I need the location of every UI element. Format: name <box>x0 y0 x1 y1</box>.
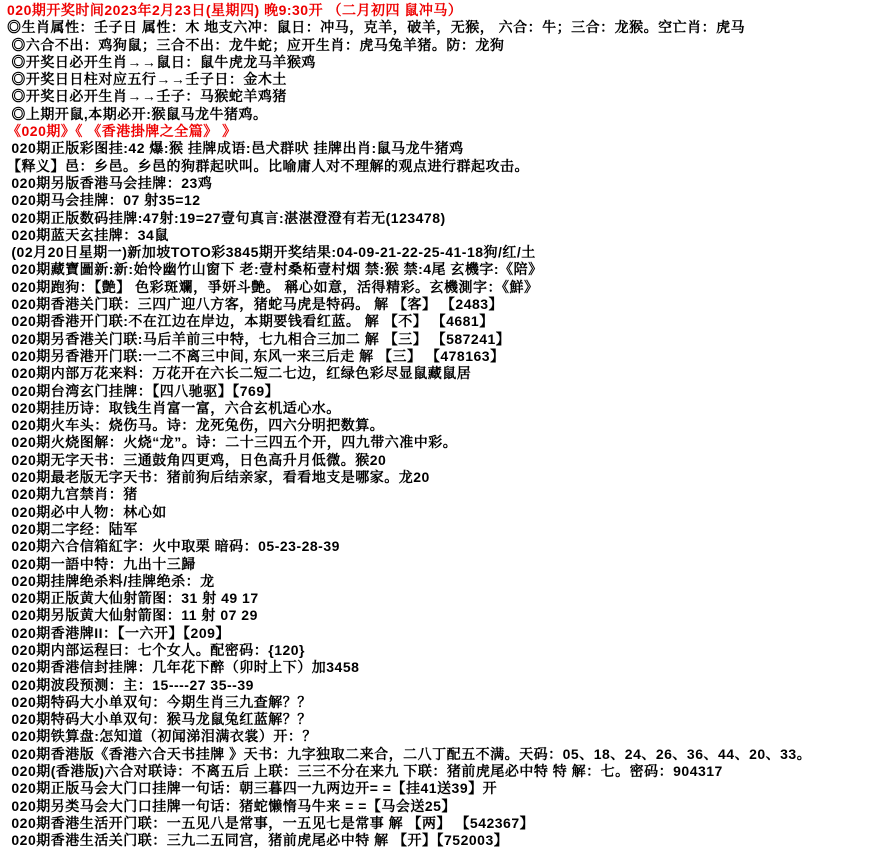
text-line: 020期内部运程曰：七个女人。配密码：{120} <box>7 641 306 658</box>
text-line: 020期波段预测：主：15----27 35--39 <box>7 676 254 693</box>
text-line: 020期必中人物：林心如 <box>7 503 167 520</box>
text-line: 《020期》《 《香港掛牌之全篇》 》 <box>7 123 237 140</box>
text-line: 020期无字天书：三通鼓角四更鸡，日色高升月低微。猴20 <box>7 451 387 468</box>
text-line: 020期火烧图解：火烧“龙”。诗：二十三四五个开，四九带六准中彩。 <box>7 434 458 451</box>
text-line: ◎开奖日日柱对应五行→→壬子日：金木土 <box>7 71 287 88</box>
text-line: 020期藏寶圖新:新:始怜幽竹山窗下 老:壹村桑柘壹村烟 禁:猴 禁:4尾 玄機字:《陪》 <box>7 261 543 278</box>
text-line: 020期另香港开门联:一二不离三中间, 东风一来三后走 解 【三】 【478163】 <box>7 347 505 364</box>
text-line: 020期正版数码挂牌:47射:19=27壹句真言:湛湛澄澄有若无(123478) <box>7 209 446 226</box>
text-line: 【释义】邑：乡邑。乡邑的狗群起吠叫。比喻庸人对不理解的观点进行群起攻击。 <box>7 157 529 174</box>
text-line: 020期另香港关门联:马后羊前三中特，七九相合三加二 解 【三】 【587241】 <box>7 330 511 347</box>
text-line: 020期最老版无字天书：猪前狗后结亲家，看看地支是哪家。龙20 <box>7 469 430 486</box>
text-line: (02月20日星期一)新加坡TOTO彩3845期开奖结果:04-09-21-22-25-41-18狗/红/土 <box>7 244 536 261</box>
text-line: 020期台湾玄门挂牌：【四八驰驱】【769】 <box>7 382 280 399</box>
text-line: 020期内部万花来料：万花开在六长二短二七边，红绿色彩尽显鼠藏鼠居 <box>7 365 472 382</box>
text-line: 020期马会挂牌：07 射35=12 <box>7 192 201 209</box>
text-line: 020期开奖时间2023年2月23日(星期四) 晚9:30开 （二月初四 鼠冲马） <box>7 2 463 18</box>
text-line: 020期火车头：烧伤马。诗：龙死兔伤，四六分明把数算。 <box>7 417 385 434</box>
text-line: 020期特码大小单双句：今期生肖三九查解？？ <box>7 693 312 710</box>
text-line: 020期另类马会大门口挂牌一句话：猪蛇懒惰马牛来 = =【马会送25】 <box>7 797 456 814</box>
text-line: ◎生肖属性：壬子日 属性：木 地支六冲：鼠日：冲马，克羊，破羊，无猴， 六合：牛；三合：龙猴。空亡肖：虎马 <box>7 19 746 36</box>
text-line: 020期六合信箱紅字：火中取栗 暗码：05-23-28-39 <box>7 538 340 555</box>
text-line: 020期特码大小单双句：猴马龙鼠兔红蓝解？？ <box>7 711 312 728</box>
text-line: 020期正版马会大门口挂牌一句话：朝三暮四一九两边开= =【挂41送39】开 <box>7 780 498 797</box>
text-line: 020期香港生活开门联：一五见八是常事，一五见七是常事 解 【两】 【542367】 <box>7 814 535 831</box>
text-line: 020期蓝天玄挂牌：34鼠 <box>7 226 169 243</box>
text-line: 020期一語中特：九出十三歸 <box>7 555 196 572</box>
text-line: 020期香港版《香港六合天书挂牌 》天书：九字独取二来合，二八丁配五不满。天码：05、18、24、26、36、44、20、33。 <box>7 745 812 762</box>
text-line: 020期挂历诗：取钱生肖富一富，六合玄机适心水。 <box>7 399 341 416</box>
text-line: 020期正版黄大仙射箭图：31 射 49 17 <box>7 590 259 607</box>
text-line: ◎开奖日必开生肖→→鼠日：鼠牛虎龙马羊猴鸡 <box>7 53 316 70</box>
text-line: 020期另版黄大仙射箭图：11 射 07 29 <box>7 607 258 624</box>
text-line: ◎六合不出：鸡狗鼠；三合不出：龙牛蛇；应开生肖：虎马兔羊猪。防：龙狗 <box>7 36 505 53</box>
text-line: 020期香港牌II：【一六开】【209】 <box>7 624 230 641</box>
text-line: 020期另版香港马会挂牌：23鸡 <box>7 174 213 191</box>
text-line: 020期香港开门联:不在江边在岸边，本期要钱看红蓝。 解 【不】 【4681】 <box>7 313 494 330</box>
text-line: ◎开奖日必开生肖→→壬子：马猴蛇羊鸡猪 <box>7 88 287 105</box>
text-line: 020期二字经：陆军 <box>7 520 138 537</box>
text-line: 020期香港关门联：三四广迎八方客，猪蛇马虎是特码。 解 【客】 【2483】 <box>7 296 504 313</box>
text-line: 020期挂牌绝杀料/挂牌绝杀：龙 <box>7 572 215 589</box>
text-line: ◎上期开鼠,本期必开:猴鼠马龙牛猪鸡。 <box>7 105 268 122</box>
text-line: 020期铁算盘:怎知道（初闻涕泪满衣裳）开：？ <box>7 728 317 745</box>
text-line: 020期香港信封挂牌：几年花下醉（卯时上下）加3458 <box>7 659 360 676</box>
text-line: 020期正版彩图挂:42 爆:猴 挂牌成语:邑犬群吠 挂牌出肖:鼠马龙牛猪鸡 <box>7 140 464 157</box>
text-line: 020期(香港版)六合对联诗：不离五后 上联：三三不分在来九 下联：猪前虎尾必中特 特 解：七。密码：904317 <box>7 763 723 780</box>
text-line: 020期跑狗：【艶】 色彩斑斕，爭妍斗艶。 稱心如意，活得精彩。玄機測字：《鮮》 <box>7 278 539 295</box>
text-line: 020期九宫禁肖：猪 <box>7 486 138 503</box>
text-line: 020期香港生活关门联：三九二五同宫，猪前虎尾必中特 解 【开】【752003】 <box>7 832 509 849</box>
